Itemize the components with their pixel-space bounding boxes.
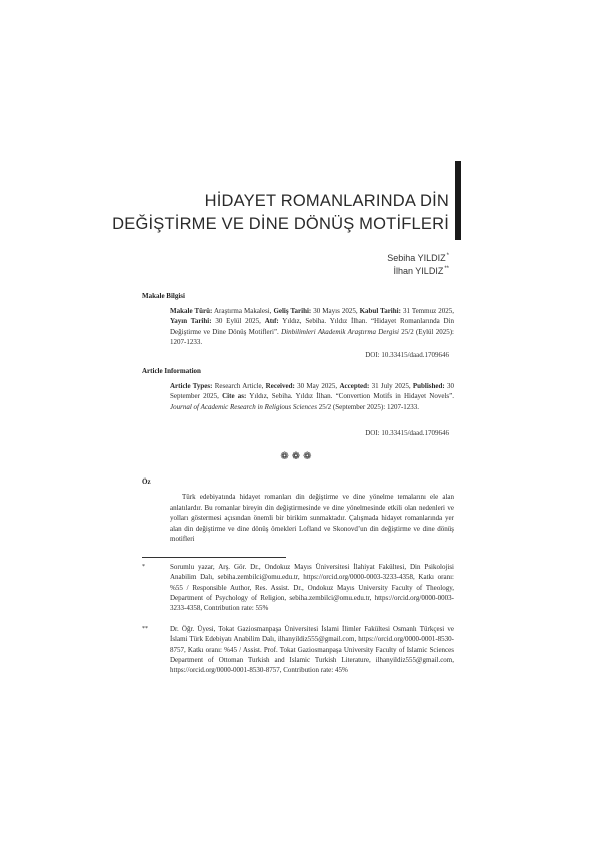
footnote-2 xyxy=(142,624,454,675)
oz-heading: Öz xyxy=(142,478,151,486)
section-ornament: ❁❁❁ xyxy=(280,451,315,462)
author-footnote-mark: * xyxy=(446,253,449,259)
value: 30 September 2025, xyxy=(170,382,455,401)
footnote-mark: ** xyxy=(142,626,148,632)
footnote-mark: * xyxy=(142,564,145,570)
article-title-line-2: DEĞİŞTİRME VE DİNE DÖNÜŞ MOTİFLERİ xyxy=(112,215,449,233)
author-name: İlhan YILDIZ xyxy=(393,266,444,276)
label: Article Types: xyxy=(170,382,213,390)
title-accent-bar xyxy=(455,161,461,240)
value: Research Article, xyxy=(212,382,266,390)
value: 31 July 2025, xyxy=(369,382,413,390)
article-information-heading: Article Information xyxy=(142,367,201,375)
value: Araştırma Makalesi, xyxy=(212,307,274,315)
article-title-line-1: HİDAYET ROMANLARINDA DİN xyxy=(204,192,449,210)
label: Yayın Tarihi: xyxy=(170,317,212,326)
value: 25/2 (September 2025): 1207-1233. xyxy=(316,402,420,411)
article-information-text xyxy=(170,381,454,412)
author-footnote-mark: ** xyxy=(444,266,449,272)
value: Yıldız, Sebiha. Yıldız İlhan. “Hidayet Romanlarında Din Değiştirme ve Dine Dönüş Motifleri”. xyxy=(170,317,454,336)
label: Published: xyxy=(412,382,445,390)
author-1 xyxy=(387,253,449,263)
label: Accepted: xyxy=(339,382,370,390)
value: Yıldız, Sebiha. Yıldız İlhan. “Convertion Motifs in Hidayet Novels”. xyxy=(246,392,454,401)
value: 25/2 (Eylül 2025): 1207-1233. xyxy=(170,327,455,346)
label: Atıf: xyxy=(264,317,279,326)
footnote-1 xyxy=(142,562,454,613)
journal-name: Journal of Academic Research in Religious Sciences xyxy=(170,402,317,411)
abstract-text: Türk edebiyatında hidayet romanları din değiştirme ve dine yönelme temalarını ele alan anlatılardır. Bu romanlar bireyin din değiştirmesinde ve dine yönelmesinde etkili olan nedenleri ve yolları göstermesi açısından önemli bir birikim sunmaktadır. Çalışmada hidayet romanlarında yer alan din değiştirme ve dine dönüş örnekleri Lofland ve Skonovd’un din değiştirme ve dine dönüş motifleri xyxy=(170,493,454,544)
footnote-text: Sorumlu yazar, Arş. Gör. Dr., Ondokuz Mayıs Üniversitesi İlahiyat Fakültesi, Din Psikolojisi Anabilim Dalı, sebiha.zembilci@omu.edu.tr, https://orcid.org/0000-0003-3233-4358, Katkı oranı: %55 / Responsible Author, Res. Assist. Dr., Ondokuz Mayıs University Faculty of Theology, Department of Psychology of Religion, sebiha.zembilci@omu.edu.tr, https://orcid.org/0000-0003-3233-4358, Contribution rate: 55% xyxy=(170,563,454,613)
label: Cite as: xyxy=(222,392,247,401)
label: Kabul Tarihi: xyxy=(359,307,401,315)
footnote-text: Dr. Öğr. Üyesi, Tokat Gaziosmanpaşa Üniversitesi İslami İlimler Fakültesi Osmanlı Türkçesi ve İslami Türk Edebiyatı Anabilim Dalı, ilhanyildiz555@gmail.com, https://orcid.org/0000-0001-8530-8757, Katkı oranı: %45 / Assist. Prof. Tokat Gaziosmanpaşa University Faculty of Islamic Sciences Department of Ottoman Turkish and Islamic Turkish Literature, ilhanyildiz555@gmail.com, https://orcid.org/0000-0001-8530-8757, Contribution rate: 45% xyxy=(170,625,454,675)
label: Geliş Tarihi: xyxy=(273,307,312,315)
journal-name: Dinbilimleri Akademik Araştırma Dergisi xyxy=(281,327,399,336)
author-2 xyxy=(393,266,449,276)
author-name: Sebiha YILDIZ xyxy=(387,253,446,263)
label: Received: xyxy=(265,382,295,390)
makale-bilgisi-text xyxy=(170,306,454,347)
footnote-divider xyxy=(142,557,286,558)
value: 30 Mayıs 2025, xyxy=(311,307,360,315)
value: 31 Temmuz 2025, xyxy=(400,307,455,315)
value: 30 Eylül 2025, xyxy=(211,317,265,326)
doi-link[interactable]: DOI: 10.33415/daad.1709646 xyxy=(365,429,449,437)
doi-link[interactable]: DOI: 10.33415/daad.1709646 xyxy=(365,351,449,359)
makale-bilgisi-heading: Makale Bilgisi xyxy=(142,292,185,300)
value: 30 May 2025, xyxy=(294,382,340,390)
label: Makale Türü: xyxy=(170,307,213,315)
